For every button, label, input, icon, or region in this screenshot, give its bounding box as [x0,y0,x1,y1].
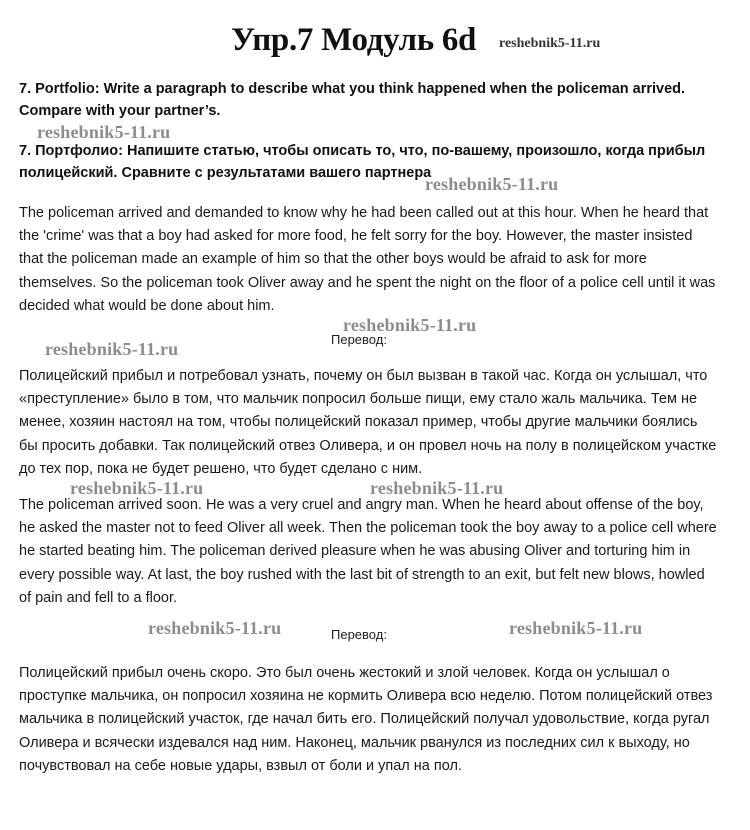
watermark-4: reshebnik5-11.ru [45,339,179,359]
answer-1-russian: Полицейский прибыл и потребовал узнать, почему он был вызван в такой час. Когда он услышал, что «преступление» было в том, что мальчик попросил больше пищи, ему стало жаль мальчика. Тем не менее, хозяин настоял на том, чтобы полицейский показал пример, чтобы другие мальчики боялись бы просить добавки. Так полицейский отвез Оливера, и он провел ночь на полу в полицейском участке до тех пор, пока не будет решено, что будет сделано с ним. [19,368,717,477]
watermark-5: reshebnik5-11.ru [70,478,204,498]
page-title: Упр.7 Модуль 6d [231,22,477,58]
watermark-title: reshebnik5-11.ru [499,36,601,51]
translation-label-2: Перевод: [331,627,387,642]
watermark-8: reshebnik5-11.ru [509,618,643,638]
answer-1-english: The policeman arrived and demanded to know why he had been called out at this hour. When he heard that the 'crime' was that a boy had asked for more food, he felt sorry for the boy. However, the master insisted that the policeman made an example of him so that the other boys would be afraid to ask for more themselves. So the policeman took Oliver away and he spent the night on the floor of a police cell until it was decided what would be done about him. [19,205,716,314]
watermark-2: reshebnik5-11.ru [425,174,559,194]
task-english: 7. Portfolio: Write a paragraph to describe what you think happened when the policeman arrived. Compare with your partner’s. [19,81,686,119]
task-russian: 7. Портфолио: Напишите статью, чтобы описать то, что, по-вашему, произошло, когда прибыл полицейский. Сравните с результатами вашего партнера [19,143,706,181]
translation-label-1: Перевод: [331,332,387,347]
watermark-7: reshebnik5-11.ru [148,618,282,638]
watermark-6: reshebnik5-11.ru [370,478,504,498]
watermark-3: reshebnik5-11.ru [343,315,477,335]
answer-2-russian: Полицейский прибыл очень скоро. Это был очень жестокий и злой человек. Когда он услышал о проступке мальчика, он попросил хозяина не кормить Оливера всю неделю. Потом полицейский отвез мальчика в полицейский участок, где начал бить его. Полицейский получал удовольствие, когда ругал Оливера и всячески издевался над ним. Наконец, мальчик рванулся из последних сил к выходу, но почувствовал на себе новые удары, взвыл от боли и упал на пол. [19,665,713,774]
answer-2-english: The policeman arrived soon. He was a very cruel and angry man. When he heard about offense of the boy, he asked the master not to feed Oliver all week. Then the policeman took the boy away to a police cell where he started beating him. The policeman derived pleasure when he was abusing Oliver and torturing him in every possible way. At last, the boy rushed with the last bit of strength to an exit, but felt new blows, howled of pain and fell to a floor. [19,497,717,606]
watermark-1: reshebnik5-11.ru [37,122,171,142]
